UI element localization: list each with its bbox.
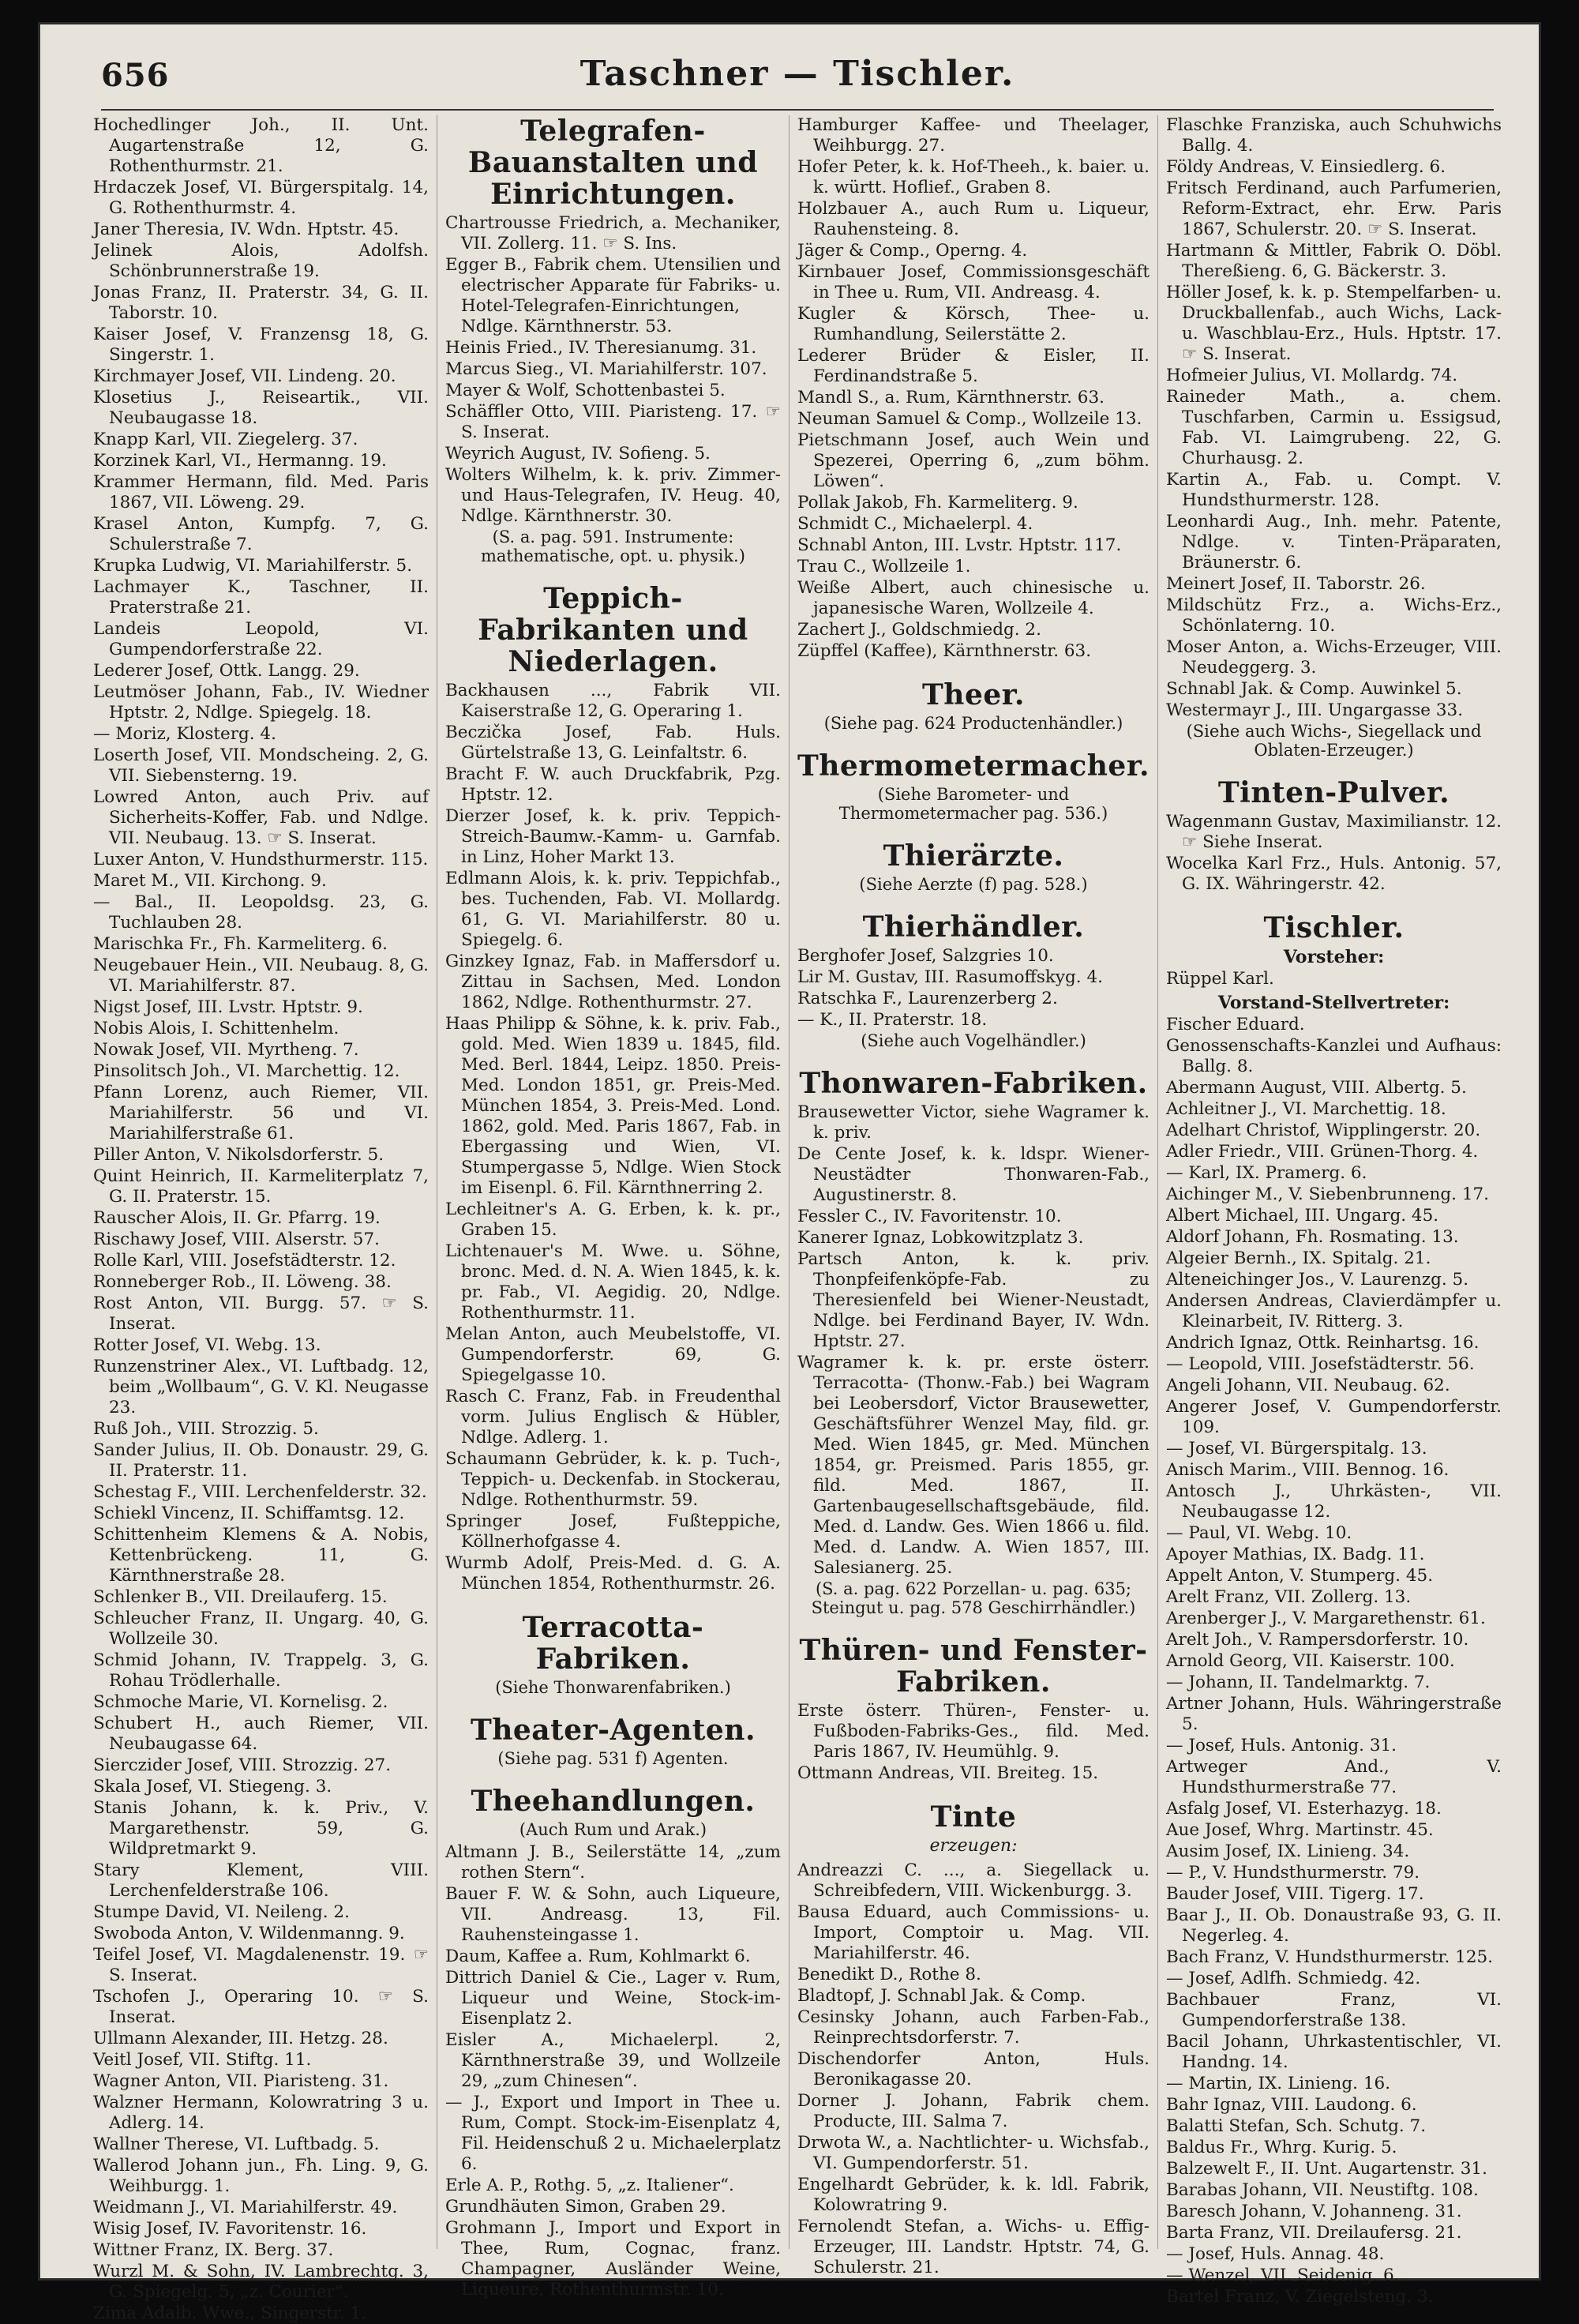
directory-entry: Marcus Sieg., VI. Mariahilferstr. 107.: [444, 359, 767, 379]
directory-entry: Berghofer Josef, Salzgries 10.: [797, 946, 1054, 966]
directory-entry: — Josef, VI. Bürgerspitalg. 13.: [1166, 1439, 1427, 1459]
directory-entry: — J., Export und Import in Thee u. Rum, Compt. Stock-im-Eisenplatz 4, Fil. Heidenschuß 2 u. Michaelerplatz 6.: [444, 2093, 781, 2174]
directory-entry: Wurzl M. & Sohn, IV. Lambrechtg. 3, G. Spiegelg. 5, „z. Courier“.: [93, 2262, 429, 2302]
directory-entry: Rolle Karl, VIII. Josefstädterstr. 12.: [93, 1251, 396, 1271]
directory-entry: Trau C., Wollzeile 1.: [797, 557, 971, 576]
page-header: [101, 54, 1494, 111]
directory-entry: Adelhart Christof, Wipplingerstr. 20.: [1166, 1121, 1481, 1140]
directory-entry: — Martin, IX. Linieng. 16.: [1166, 2074, 1391, 2093]
column-3: [790, 115, 1158, 2277]
directory-entry: Kanerer Ignaz, Lobkowitzplatz 3.: [797, 1228, 1084, 1248]
column-2: [437, 115, 790, 2300]
directory-entry: — Johann, II. Tandelmarktg. 7.: [1166, 1673, 1431, 1692]
directory-entry: Achleitner J., VI. Marchettig. 18.: [1166, 1099, 1446, 1119]
directory-entry: Wallner Therese, VI. Luftbadg. 5.: [93, 2134, 380, 2154]
cross-reference-note: (Siehe Thonwarenfabriken.): [495, 1678, 731, 1697]
directory-entry: Rischawy Josef, VIII. Alserstr. 57.: [93, 1230, 380, 1249]
directory-entry: Nowak Josef, VII. Myrtheng. 7.: [93, 1040, 359, 1060]
directory-entry: Erle A. P., Rothg. 5, „z. Italiener“.: [444, 2176, 734, 2195]
directory-entry: Schestag F., VIII. Lerchenfelderstr. 32.: [93, 1482, 427, 1502]
directory-entry: Arelt Franz, VII. Zollerg. 13.: [1166, 1587, 1412, 1607]
directory-entry: Alteneichinger Jos., V. Laurenzg. 5.: [1166, 1270, 1469, 1290]
directory-entry: Arnold Georg, VII. Kaiserstr. 100.: [1166, 1651, 1455, 1671]
section-heading: Thierhändler.: [862, 910, 1085, 944]
directory-entry: Antosch J., Uhrkästen-, VII. Neubaugasse 12.: [1166, 1481, 1502, 1522]
directory-entry: Erste österr. Thüren-, Fenster- u. Fußboden-Fabriks-Ges., fild. Med. Paris 1867, IV. Heumühlg. 9.: [797, 1701, 1150, 1762]
directory-entry: Veitl Josef, VII. Stiftg. 11.: [93, 2050, 312, 2070]
directory-entry: Maret M., VII. Kirchong. 9.: [93, 871, 327, 891]
section-heading: Teppich-Fabrikanten und Niederlagen.: [478, 582, 748, 678]
directory-entry: Pollak Jakob, Fh. Karmeliterg. 9.: [797, 493, 1078, 512]
cross-reference-note: (Auch Rum und Arak.): [519, 1820, 707, 1839]
directory-entry: Luxer Anton, V. Hundsthurmerstr. 115.: [93, 850, 429, 869]
directory-entry: Wallerod Johann jun., Fh. Ling. 9, G. Weihburgg. 1.: [93, 2156, 429, 2196]
directory-entry: Adler Friedr., VIII. Grünen-Thorg. 4.: [1166, 1142, 1479, 1162]
directory-entry: Lir M. Gustav, III. Rasumoffskyg. 4.: [797, 967, 1103, 987]
directory-entry: Knapp Karl, VII. Ziegelerg. 37.: [93, 430, 358, 449]
directory-entry: Bartel Franz, V. Ziegelsteng. 3.: [1166, 2287, 1434, 2307]
directory-entry: Rauscher Alois, II. Gr. Pfarrg. 19.: [93, 1208, 381, 1228]
directory-entry: Kaiser Josef, V. Franzensg 18, G. Singerstr. 1.: [93, 325, 429, 365]
directory-entry: Rüppel Karl.: [1166, 969, 1274, 989]
directory-entry: Genossenschafts-Kanzlei und Aufhaus: Ballg. 8.: [1166, 1036, 1502, 1076]
directory-entry: Andrich Ignaz, Ottk. Reinhartsg. 16.: [1166, 1333, 1480, 1353]
directory-entry: Lechleitner's A. G. Erben, k. k. pr., Graben 15.: [444, 1200, 781, 1240]
directory-entry: Schittenheim Klemens & A. Nobis, Kettenbrückeng. 11, G. Kärnthnerstraße 28.: [93, 1525, 429, 1586]
directory-entry: Hochedlinger Joh., II. Unt. Augartenstraße 12, G. Rothenthurmstr. 21.: [93, 115, 429, 176]
directory-entry: Andreazzi C. ..., a. Siegellack u. Schreibfedern, VIII. Wickenburgg. 3.: [797, 1860, 1150, 1901]
directory-entry: Krupka Ludwig, VI. Mariahilferstr. 5.: [93, 556, 413, 576]
directory-entry: Schubert H., auch Riemer, VII. Neubaugasse 64.: [93, 1714, 429, 1754]
directory-entry: Algeier Bernh., IX. Spitalg. 21.: [1166, 1248, 1431, 1268]
directory-entry: Zima Adalb. Wwe., Singerstr. 1.: [93, 2303, 366, 2323]
directory-entry: Runzenstriner Alex., VI. Luftbadg. 12, beim „Wollbaum“, G. V. Kl. Neugasse 23.: [93, 1357, 429, 1417]
directory-entry: Neugebauer Hein., VII. Neubaug. 8, G. VI. Mariahilferstr. 87.: [93, 956, 429, 996]
directory-entry: — Josef, Huls. Antonig. 31.: [1166, 1736, 1397, 1755]
directory-entry: Pfann Lorenz, auch Riemer, VII. Mariahilferstr. 56 und VI. Mariahilferstraße 61.: [93, 1083, 429, 1143]
directory-entry: Schnabl Anton, III. Lvstr. Hptstr. 117.: [797, 535, 1122, 555]
directory-entry: — Bal., II. Leopoldsg. 23, G. Tuchlauben 28.: [93, 892, 429, 933]
directory-entry: Teifel Josef, VI. Magdalenenstr. 19. ☞ S. Inserat.: [93, 1945, 429, 1985]
directory-entry: Fischer Eduard.: [1166, 1015, 1305, 1034]
directory-entry: Ottmann Andreas, VII. Breiteg. 15.: [797, 1763, 1099, 1783]
directory-entry: Aichinger M., V. Siebenbrunneng. 17.: [1166, 1185, 1490, 1204]
directory-entry: Piller Anton, V. Nikolsdorferstr. 5.: [93, 1145, 384, 1165]
directory-entry: Beczička Josef, Fab. Huls. Gürtelstraße 13, G. Leinfaltstr. 6.: [444, 723, 781, 763]
directory-entry: Meinert Josef, II. Taborstr. 26.: [1166, 574, 1426, 594]
directory-entry: Arelt Joh., V. Rampersdorferstr. 10.: [1166, 1630, 1469, 1650]
directory-entry: Bach Franz, V. Hundsthurmerstr. 125.: [1166, 1947, 1494, 1967]
directory-entry: Anisch Marim., VIII. Bennog. 16.: [1166, 1460, 1450, 1480]
directory-entry: Holzbauer A., auch Rum u. Liqueur, Rauhensteing. 8.: [797, 199, 1150, 239]
directory-entry: — P., V. Hundsthurmerstr. 79.: [1166, 1863, 1420, 1883]
directory-entry: Korzinek Karl, VI., Hermanng. 19.: [93, 451, 387, 471]
directory-entry: Dierzer Josef, k. k. priv. Teppich-Streich-Baumw.-Kamm- u. Garnfab. in Linz, Hoher Markt 13.: [444, 806, 781, 867]
cross-reference-note: (Siehe pag. 531 f) Agenten.: [497, 1749, 729, 1768]
directory-entry: Rotter Josef, VI. Webg. 13.: [93, 1335, 321, 1355]
directory-entry: Lederer Josef, Ottk. Langg. 29.: [93, 661, 360, 681]
directory-entry: Rasch C. Franz, Fab. in Freudenthal vorm. Julius Englisch & Hübler, Ndlge. Adlerg. 1.: [444, 1387, 781, 1447]
section-heading: Theater-Agenten.: [470, 1714, 756, 1747]
directory-entry: Fernolendt Stefan, a. Wichs- u. Effig-Erzeuger, III. Landstr. Hptstr. 74, G. Schulerstr. 21.: [797, 2217, 1150, 2277]
directory-entry: Nigst Josef, III. Lvstr. Hptstr. 9.: [93, 997, 363, 1017]
committee-label: Vorsteher:: [1283, 947, 1385, 967]
directory-entry: — Wenzel, VII. Seidenig. 6.: [1166, 2266, 1400, 2285]
directory-entry: Bausa Eduard, auch Commissions- u. Import, Comptoir u. Mag. VII. Mariahilferstr. 46.: [797, 1902, 1150, 1963]
directory-entry: Edlmann Alois, k. k. priv. Teppichfab., bes. Tuchenden, Fab. VI. Mollardg. 61, G. VI. Mariahilferstr. 80 u. Spiegelg. 6.: [444, 869, 781, 950]
directory-entry: Weiße Albert, auch chinesische u. japanesische Waren, Wollzeile 4.: [797, 578, 1150, 618]
directory-entry: Jäger & Comp., Operng. 4.: [797, 241, 1028, 261]
directory-entry: Hrdaczek Josef, VI. Bürgerspitalg. 14, G. Rothenthurmstr. 4.: [93, 178, 429, 218]
directory-entry: Flaschke Franziska, auch Schuhwichs Ballg. 4.: [1166, 115, 1502, 156]
directory-entry: Grundhäuten Simon, Graben 29.: [444, 2197, 726, 2217]
directory-entry: Loserth Josef, VII. Mondscheing. 2, G. VII. Siebensterng. 19.: [93, 745, 429, 786]
directory-entry: Eisler A., Michaelerpl. 2, Kärnthnerstraße 39, und Wollzeile 29, „zum Chinesen“.: [444, 2030, 781, 2091]
directory-entry: Moser Anton, a. Wichs-Erzeuger, VIII. Neudeggerg. 3.: [1166, 637, 1502, 678]
directory-entry: Schnabl Jak. & Comp. Auwinkel 5.: [1166, 679, 1462, 699]
directory-entry: Ronneberger Rob., II. Löweng. 38.: [93, 1272, 392, 1292]
cross-reference-note: (Siehe auch Vogelhändler.): [861, 1031, 1086, 1050]
directory-entry: Janer Theresia, IV. Wdn. Hptstr. 45.: [93, 220, 399, 239]
directory-entry: Lachmayer K., Taschner, II. Praterstraße 21.: [93, 577, 429, 618]
directory-entry: Artner Johann, Huls. Währingerstraße 5.: [1166, 1694, 1502, 1734]
directory-entry: Wittner Franz, IX. Berg. 37.: [93, 2240, 334, 2260]
directory-entry: Hartmann & Mittler, Fabrik O. Döbl. Thereßieng. 6, G. Bäckerstr. 3.: [1166, 241, 1502, 281]
directory-entry: Schaumann Gebrüder, k. k. p. Tuch-, Teppich- u. Deckenfab. in Stockerau, Ndlge. Rothenthurmstr. 59.: [444, 1449, 781, 1510]
directory-entry: Lichtenauer's M. Wwe. u. Söhne, bronc. Med. d. N. A. Wien 1845, k. k. pr. Fab., VI. Aegidig. 20, Ndlge. Rothenthurmstr. 11.: [444, 1241, 781, 1323]
section-heading: Thonwaren-Fabriken.: [799, 1067, 1148, 1100]
directory-entry: Asfalg Josef, VI. Esterhazyg. 18.: [1166, 1799, 1442, 1819]
directory-entry: Partsch Anton, k. k. priv. Thonpfeifenköpfe-Fab. zu Theresienfeld bei Wiener-Neustadt, Ndlge. bei Ferdinand Bayer, IV. Wdn. Hptstr. 27.: [797, 1249, 1150, 1351]
directory-entry: Balatti Stefan, Sch. Schutg. 7.: [1166, 2116, 1427, 2136]
directory-entry: Ullmann Alexander, III. Hetzg. 28.: [93, 2029, 388, 2048]
committee-label: Vorstand-Stellvertreter:: [1217, 993, 1450, 1013]
running-title: Taschner — Tischler.: [579, 54, 1015, 94]
directory-entry: — Leopold, VIII. Josefstädterstr. 56.: [1166, 1354, 1475, 1374]
directory-entry: Bauder Josef, VIII. Tigerg. 17.: [1166, 1884, 1424, 1904]
directory-entry: Springer Josef, Fußteppiche, Köllnerhofgasse 4.: [444, 1511, 781, 1552]
directory-entry: Balzewelt F., II. Unt. Augartenstr. 31.: [1166, 2159, 1487, 2179]
directory-entry: Hamburger Kaffee- und Theelager, Weihburgg. 27.: [797, 115, 1150, 156]
directory-entry: Dittrich Daniel & Cie., Lager v. Rum, Liqueur und Weine, Stock-im-Eisenplatz 2.: [444, 1968, 781, 2029]
cross-reference-note: (Siehe Aerzte (f) pag. 528.): [859, 875, 1088, 894]
directory-entry: Walzner Hermann, Kolowratring 3 u. Adlerg. 14.: [93, 2093, 429, 2133]
directory-entry: Weidmann J., VI. Mariahilferstr. 49.: [93, 2198, 398, 2217]
directory-entry: Egger B., Fabrik chem. Utensilien und electrischer Apparate für Fabriks- u. Hotel-Telegrafen-Einrichtungen, Ndlge. Kärnthnerstr. 53.: [444, 255, 781, 336]
directory-entry: Haas Philipp & Söhne, k. k. priv. Fab., gold. Med. Wien 1839 u. 1845, fild. Med. Berl. 1844, Leipz. 1850. Preis-Med. London 1851, gr. Preis-Med. München 1854, 3. Preis-Med. Lond. 1862, gold. Med. Paris 1867, Fab. in Ebergassing und Wien, VI. Stumpergasse 5, Ndlge. Wien Stock im Eisenpl. 6. Fil. Kärnthnerring 2.: [444, 1014, 781, 1198]
directory-entry: Schmoche Marie, VI. Kornelisg. 2.: [93, 1692, 388, 1712]
directory-entry: Swoboda Anton, V. Wildenmanng. 9.: [93, 1924, 405, 1943]
directory-entry: Wocelka Karl Frz., Huls. Antonig. 57, G. IX. Währingerstr. 42.: [1166, 854, 1502, 894]
cross-reference-note: (Siehe Barometer- und Thermometermacher pag. 536.): [838, 785, 1108, 823]
directory-entry: Landeis Leopold, VI. Gumpendorferstraße 22.: [93, 619, 429, 659]
directory-entry: Albert Michael, III. Ungarg. 45.: [1166, 1206, 1439, 1226]
directory-entry: Ratschka F., Laurenzerberg 2.: [797, 989, 1058, 1008]
directory-entry: Wurmb Adolf, Preis-Med. d. G. A. München 1854, Rothenthurmstr. 26.: [444, 1553, 781, 1594]
directory-entry: Kirnbauer Josef, Commissionsgeschäft in Thee u. Rum, VII. Andreasg. 4.: [797, 262, 1150, 302]
directory-entry: Artweger And., V. Hundsthurmerstraße 77.: [1166, 1757, 1502, 1797]
directory-entry: Bacil Johann, Uhrkastentischler, VI. Handng. 14.: [1166, 2032, 1502, 2072]
directory-entry: Altmann J. B., Seilerstätte 14, „zum rothen Stern“.: [444, 1842, 781, 1883]
directory-entry: Tschofen J., Operaring 10. ☞ S. Inserat.: [93, 1987, 429, 2027]
directory-entry: Baresch Johann, V. Johanneng. 31.: [1166, 2202, 1462, 2221]
directory-entry: De Cente Josef, k. k. ldspr. Wiener-Neustädter Thonwaren-Fab., Augustinerstr. 8.: [797, 1144, 1150, 1205]
directory-entry: Weyrich August, IV. Sofieng. 5.: [444, 444, 711, 464]
directory-entry: Westermayr J., III. Ungargasse 33.: [1166, 700, 1464, 720]
directory-entry: Schäffler Otto, VIII. Piaristeng. 17. ☞ S. Inserat.: [444, 402, 781, 442]
directory-entry: Schmid Johann, IV. Trappelg. 3, G. Rohau Trödlerhalle.: [93, 1650, 429, 1691]
directory-entry: Wagenmann Gustav, Maximilianstr. 12. ☞ Siehe Inserat.: [1166, 812, 1502, 852]
directory-entry: Jonas Franz, II. Praterstr. 34, G. II. Taborstr. 10.: [93, 283, 429, 323]
section-heading: Telegrafen-Bauanstalten und Einrichtungen.: [467, 115, 759, 211]
directory-entry: Hofer Peter, k. k. Hof-Theeh., k. baier. u. k. württ. Hoflief., Graben 8.: [797, 157, 1150, 197]
cross-reference-note: (Siehe pag. 624 Productenhändler.): [823, 714, 1123, 733]
directory-entry: Züpffel (Kaffee), Kärnthnerstr. 63.: [797, 641, 1092, 661]
directory-entry: Baldus Fr., Whrg. Kurig. 5.: [1166, 2138, 1397, 2157]
section-heading: Tinte: [930, 1800, 1017, 1834]
directory-entry: Wisig Josef, IV. Favoritenstr. 16.: [93, 2219, 367, 2239]
directory-entry: Bracht F. W. auch Druckfabrik, Pzg. Hptstr. 12.: [444, 764, 781, 805]
directory-entry: — Paul, VI. Webg. 10.: [1166, 1523, 1352, 1543]
directory-entry: Brausewetter Victor, siehe Wagramer k. k. priv.: [797, 1102, 1150, 1143]
directory-entry: Nobis Alois, I. Schittenhelm.: [93, 1019, 339, 1038]
directory-entry: Wagner Anton, VII. Piaristeng. 31.: [93, 2071, 389, 2091]
directory-entry: Bahr Ignaz, VIII. Laudong. 6.: [1166, 2095, 1417, 2115]
directory-entry: Cesinsky Johann, auch Farben-Fab., Reinprechtsdorferstr. 7.: [797, 2007, 1150, 2048]
directory-entry: Hofmeier Julius, VI. Mollardg. 74.: [1166, 366, 1458, 385]
column-1: [85, 115, 437, 2323]
directory-entry: Lowred Anton, auch Priv. auf Sicherheits-Koffer, Fab. und Ndlge. VII. Neubaug. 13. ☞ S. Inserat.: [93, 787, 429, 848]
directory-entry: Benedikt D., Rothe 8.: [797, 1965, 981, 1984]
directory-entry: Schmidt C., Michaelerpl. 4.: [797, 514, 1033, 534]
columns-container: [85, 115, 1510, 2323]
directory-entry: Mildschütz Frz., a. Wichs-Erz., Schönlaterng. 10.: [1166, 595, 1502, 636]
directory-entry: Bauer F. W. & Sohn, auch Liqueure, VII. Andreasg. 13, Fil. Rauhensteingasse 1.: [444, 1884, 781, 1945]
directory-entry: Wolters Wilhelm, k. k. priv. Zimmer- und Haus-Telegrafen, IV. Heug. 40, Ndlge. Kärnthnerstr. 30.: [444, 465, 781, 526]
directory-entry: — Josef, Huls. Annag. 48.: [1166, 2244, 1385, 2264]
directory-entry: Dischendorfer Anton, Huls. Beronikagasse 20.: [797, 2049, 1150, 2089]
directory-entry: — Josef, Adlfh. Schmiedg. 42.: [1166, 1969, 1421, 1988]
directory-entry: Baar J., II. Ob. Donaustraße 93, G. II. Negerleg. 4.: [1166, 1905, 1502, 1946]
directory-entry: Neuman Samuel & Comp., Wollzeile 13.: [797, 409, 1142, 429]
directory-entry: Pinsolitsch Joh., VI. Marchettig. 12.: [93, 1061, 400, 1081]
directory-entry: Schleucher Franz, II. Ungarg. 40, G. Wollzeile 30.: [93, 1609, 429, 1649]
directory-entry: Chartrousse Friedrich, a. Mechaniker, VII. Zollerg. 11. ☞ S. Ins.: [444, 213, 781, 253]
directory-entry: Ginzkey Ignaz, Fab. in Maffersdorf u. Zittau in Sachsen, Med. London 1862, Ndlge. Rothenthurmstr. 27.: [444, 952, 781, 1012]
directory-entry: Raineder Math., a. chem. Tuschfarben, Carmin u. Essigsud, Fab. VI. Laimgrubeng. 22, G. Churhausg. 2.: [1166, 387, 1502, 468]
directory-entry: Kugler & Körsch, Thee- u. Rumhandlung, Seilerstätte 2.: [797, 304, 1150, 344]
directory-entry: Kirchmayer Josef, VII. Lindeng. 20.: [93, 366, 396, 386]
section-heading: Thierärzte.: [883, 839, 1064, 873]
directory-entry: Höller Josef, k. k. p. Stempelfarben- u. Druckballenfab., auch Wichs, Lack- u. Waschblau-Erz., Huls. Hptstr. 17. ☞ S. Inserat.: [1166, 283, 1502, 364]
directory-entry: Ruß Joh., VIII. Strozzig. 5.: [93, 1419, 319, 1439]
directory-entry: Dorner J. Johann, Fabrik chem. Producte, III. Salma 7.: [797, 2091, 1150, 2131]
cross-reference-note: (S. a. pag. 591. Instrumente: mathematische, opt. u. physik.): [481, 527, 745, 565]
directory-entry: Stumpe David, VI. Neileng. 2.: [93, 1902, 350, 1922]
directory-entry: — Karl, IX. Pramerg. 6.: [1166, 1163, 1367, 1183]
directory-entry: Bladtopf, J. Schnabl Jak. & Comp.: [797, 1986, 1086, 2006]
directory-entry: Fritsch Ferdinand, auch Parfumerien, Reform-Extract, ehr. Erw. Paris 1867, Schulerstr. 20. ☞ S. Inserat.: [1166, 178, 1502, 239]
cross-reference-note: (Siehe auch Wichs-, Siegellack und Oblaten-Erzeuger.): [1186, 722, 1482, 760]
directory-entry: Backhausen ..., Fabrik VII. Kaiserstraße 12, G. Operaring 1.: [444, 681, 781, 721]
directory-entry: Appelt Anton, V. Stumperg. 45.: [1166, 1566, 1434, 1586]
directory-entry: Sander Julius, II. Ob. Donaustr. 29, G. II. Praterstr. 11.: [93, 1440, 429, 1481]
directory-entry: Klosetius J., Reiseartik., VII. Neubaugasse 18.: [93, 388, 429, 428]
directory-entry: Marischka Fr., Fh. Karmeliterg. 6.: [93, 934, 388, 954]
directory-entry: Krasel Anton, Kumpfg. 7, G. Schulerstraße 7.: [93, 514, 429, 554]
directory-entry: Stanis Johann, k. k. Priv., V. Margarethenstr. 59, G. Wildpretmarkt 9.: [93, 1798, 429, 1859]
directory-entry: Aldorf Johann, Fh. Rosmating. 13.: [1166, 1227, 1459, 1247]
directory-entry: Leonhardi Aug., Inh. mehr. Patente, Ndlge. v. Tinten-Präparaten, Bräunerstr. 6.: [1166, 512, 1502, 573]
section-heading: Thüren- und Fenster-Fabriken.: [799, 1634, 1148, 1699]
directory-entry: Mandl S., a. Rum, Kärnthnerstr. 63.: [797, 388, 1105, 407]
directory-entry: Mayer & Wolf, Schottenbastei 5.: [444, 381, 726, 400]
directory-entry: Daum, Kaffee a. Rum, Kohlmarkt 6.: [444, 1947, 751, 1966]
directory-entry: Schlenker B., VII. Dreilauferg. 15.: [93, 1587, 388, 1607]
directory-entry: Földy Andreas, V. Einsiedlerg. 6.: [1166, 157, 1446, 177]
directory-entry: Abermann August, VIII. Albertg. 5.: [1166, 1078, 1467, 1098]
directory-entry: Wagramer k. k. pr. erste österr. Terracotta- (Thonw.-Fab.) bei Wagram bei Leobersdorf, Victor Brausewetter, Geschäftsführer Wenzel May, fild. gr. Med. Wien 1845, gr. Med. München 1854, gr. Preismed. Paris 1855, gr. fild. Med. 1867, II. Gartenbaugesellschaftsgebäude, fild. Med. d. Landw. Ges. Wien 1866 u. fild. Med. d. Landw. A. Wien 1857, III. Salesianerg. 25.: [797, 1353, 1150, 1578]
directory-entry: Melan Anton, auch Meubelstoffe, VI. Gumpendorferstr. 69, G. Spiegelgasse 10.: [444, 1324, 781, 1385]
directory-entry: Zachert J., Goldschmiedg. 2.: [797, 620, 1041, 640]
directory-page: [38, 22, 1541, 2323]
section-heading: Tischler.: [1263, 911, 1405, 944]
directory-entry: Schiekl Vincenz, II. Schiffamtsg. 12.: [93, 1504, 405, 1523]
directory-entry: Aue Josef, Whrg. Martinstr. 45.: [1166, 1820, 1434, 1840]
section-heading: Tinten-Pulver.: [1217, 776, 1450, 809]
directory-entry: Stary Klement, VIII. Lerchenfelderstraße 106.: [93, 1860, 429, 1901]
directory-entry: Barabas Johann, VII. Neustiftg. 108.: [1166, 2180, 1479, 2200]
directory-entry: Krammer Hermann, fild. Med. Paris 1867, VII. Löweng. 29.: [93, 472, 429, 512]
directory-entry: Apoyer Mathias, IX. Badg. 11.: [1166, 1545, 1425, 1564]
directory-entry: Skala Josef, VI. Stiegeng. 3.: [93, 1777, 332, 1797]
directory-entry: Sierczider Josef, VIII. Strozzig. 27.: [93, 1755, 392, 1775]
section-heading: Theer.: [922, 678, 1025, 711]
directory-entry: Andersen Andreas, Clavierdämpfer u. Kleinarbeit, IV. Ritterg. 3.: [1166, 1291, 1502, 1331]
directory-entry: Leutmöser Johann, Fab., IV. Wiedner Hptstr. 2, Ndlge. Spiegelg. 18.: [93, 682, 429, 723]
directory-entry: Lederer Brüder & Eisler, II. Ferdinandstraße 5.: [797, 346, 1150, 386]
directory-entry: — Moriz, Klosterg. 4.: [93, 724, 276, 744]
directory-entry: Grohmann J., Import und Export in Thee, Rum, Cognac, franz. Champagner, Ausländer Weine, Liqueure, Rothenthurmstr. 10.: [444, 2218, 781, 2300]
section-heading: Theehandlungen.: [471, 1785, 756, 1818]
directory-entry: Ausim Josef, IX. Linieng. 34.: [1166, 1842, 1410, 1861]
directory-entry: Fessler C., IV. Favoritenstr. 10.: [797, 1207, 1062, 1226]
directory-entry: Drwota W., a. Nachtlichter- u. Wichsfab., VI. Gumpendorferstr. 51.: [797, 2133, 1150, 2173]
column-4: [1158, 115, 1510, 2307]
directory-entry: Angerer Josef, V. Gumpendorferstr. 109.: [1166, 1397, 1502, 1437]
directory-entry: Kartin A., Fab. u. Compt. V. Hundsthurmerstr. 128.: [1166, 470, 1502, 510]
cross-reference-note: (S. a. pag. 622 Porzellan- u. pag. 635; Steingut u. pag. 578 Geschirrhändler.): [811, 1579, 1136, 1617]
directory-entry: Bachbauer Franz, VI. Gumpendorferstraße 138.: [1166, 1990, 1502, 2030]
page-number: 656: [101, 57, 170, 94]
directory-entry: Rost Anton, VII. Burgg. 57. ☞ S. Inserat.: [93, 1293, 429, 1334]
directory-entry: Jelinek Alois, Adolfsh. Schönbrunnerstraße 19.: [93, 241, 429, 281]
directory-entry: Angeli Johann, VII. Neubaug. 62.: [1166, 1376, 1450, 1395]
directory-entry: Barta Franz, VII. Dreilaufersg. 21.: [1166, 2223, 1462, 2243]
directory-entry: — K., II. Praterstr. 18.: [797, 1010, 988, 1030]
directory-entry: Engelhardt Gebrüder, k. k. ldl. Fabrik, Kolowratring 9.: [797, 2175, 1150, 2215]
section-subheading: erzeugen:: [929, 1836, 1018, 1856]
directory-entry: Quint Heinrich, II. Karmeliterplatz 7, G. II. Praterstr. 15.: [93, 1166, 429, 1207]
directory-entry: Pietschmann Josef, auch Wein und Spezerei, Operring 6, „zum böhm. Löwen“.: [797, 430, 1150, 491]
section-heading: Terracotta-Fabriken.: [522, 1611, 704, 1676]
directory-entry: Arenberger J., V. Margarethenstr. 61.: [1166, 1609, 1486, 1628]
section-heading: Thermometermacher.: [797, 749, 1150, 783]
directory-entry: Heinis Fried., IV. Theresianumg. 31.: [444, 338, 757, 358]
